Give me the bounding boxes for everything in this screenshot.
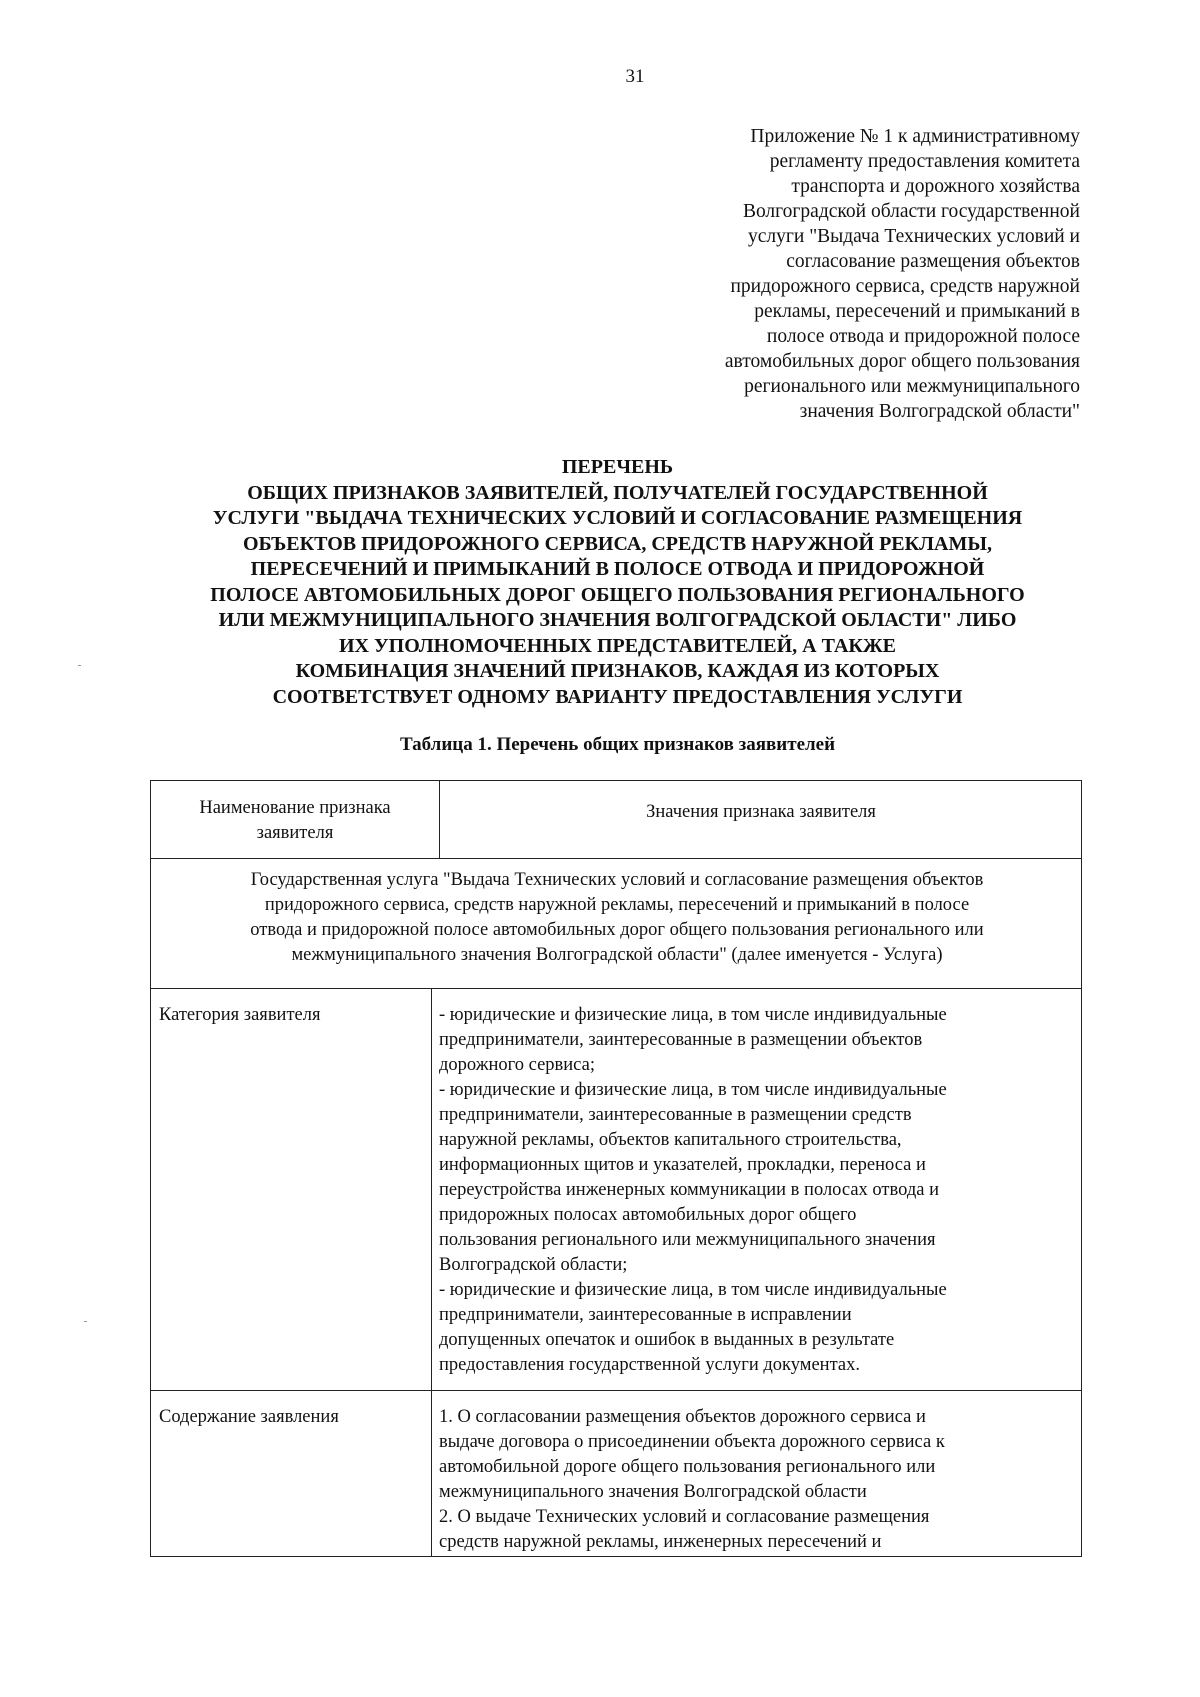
value-text-line: наружной рекламы, объектов капитального строительства, [439,1130,902,1150]
document-heading [150,455,1085,710]
value-text-line: предоставления государственной услуги документах. [439,1355,860,1375]
heading-line: ИЛИ МЕЖМУНИЦИПАЛЬНОГО ЗНАЧЕНИЯ ВОЛГОГРАДСКОЙ ОБЛАСТИ" ЛИБО [218,609,1017,631]
heading-line: ПЕРЕЧЕНЬ [561,456,674,478]
table-row-applicant-category [151,989,1081,1391]
value-text-line: средств наружной рекламы, инженерных пересечений и [439,1532,882,1552]
appendix-line: значения Волгоградской области" [799,401,1080,422]
heading-line: ОБЩИХ ПРИЗНАКОВ ЗАЯВИТЕЛЕЙ, ПОЛУЧАТЕЛЕЙ ГОСУДАРСТВЕННОЙ [247,481,988,504]
appendix-line: автомобильных дорог общего пользования [724,351,1080,372]
table-row-application-content [151,1391,1081,1557]
value-text-line: дорожного сервиса; [439,1055,595,1075]
heading-line: ПЕРЕСЕЧЕНИЙ И ПРИМЫКАНИЙ В ПОЛОСЕ ОТВОДА И ПРИДОРОЖНОЙ [250,558,985,580]
appendix-line: регионального или межмуниципального [744,376,1080,397]
scan-speck [78,665,81,666]
appendix-line: согласование размещения объектов [786,251,1080,272]
value-text-line: Волгоградской области; [439,1255,628,1275]
value-text-line: информационных щитов и указателей, прокладки, переноса и [439,1155,926,1175]
content-label [159,1405,427,1430]
appendix-line: придорожного сервиса, средств наружной [730,276,1080,297]
value-text-line: переустройства инженерных коммуникации в полосах отвода и [439,1180,939,1200]
header-feature-name [151,796,439,846]
service-text-line: Государственная услуга "Выдача Технических условий и согласование размещения объектов [250,870,984,890]
heading-line: ОБЪЕКТОВ ПРИДОРОЖНОГО СЕРВИСА, СРЕДСТВ НАРУЖНОЙ РЕКЛАМЫ, [242,532,993,555]
column-divider [431,989,432,1390]
header-feature-values [439,800,1083,825]
value-text-line: выдаче договора о присоединении объекта дорожного сервиса к [439,1432,945,1452]
header-text-line: заявителя [256,823,334,843]
table-caption: Таблица 1. Перечень общих признаков заявителей [399,734,836,755]
value-text-line: межмуниципального значения Волгоградской области [439,1482,867,1502]
heading-line: УСЛУГИ "ВЫДАЧА ТЕХНИЧЕСКИХ УСЛОВИЙ И СОГЛАСОВАНИЕ РАЗМЕЩЕНИЯ [212,507,1023,529]
service-text-line: придорожного сервиса, средств наружной рекламы, пересечений и примыканий в полосе [264,895,970,915]
value-text-line: допущенных опечаток и ошибок в выданных в результате [439,1330,895,1350]
value-text-line: - юридические и физические лица, в том числе индивидуальные [439,1280,947,1300]
appendix-line: регламенту предоставления комитета [769,151,1080,172]
content-values [439,1405,1079,1555]
value-text-line: 2. О выдаче Технических условий и согласование размещения [439,1507,930,1527]
appendix-line: транспорта и дорожного хозяйства [791,176,1080,197]
value-text-line: 1. О согласовании размещения объектов дорожного сервиса и [439,1407,926,1427]
appendix-line: Волгоградской области государственной [742,201,1080,222]
label-text: Содержание заявления [159,1407,339,1427]
heading-line: ИХ УПОЛНОМОЧЕННЫХ ПРЕДСТАВИТЕЛЕЙ, А ТАКЖЕ [338,634,897,657]
header-text-line: Значения признака заявителя [646,802,876,822]
value-text-line: предприниматели, заинтересованные в размещении средств [439,1105,912,1125]
heading-line: КОМБИНАЦИЯ ЗНАЧЕНИЙ ПРИЗНАКОВ, КАЖДАЯ ИЗ КОТОРЫХ [295,660,940,682]
value-text-line: автомобильной дороге общего пользования регионального или [439,1457,936,1477]
value-text-line: придорожных полосах автомобильных дорог общего [439,1205,857,1225]
appendix-line: полосе отвода и придорожной полосе [766,326,1080,347]
value-text-line: - юридические и физические лица, в том числе индивидуальные [439,1005,947,1025]
service-text-line: отвода и придорожной полосе автомобильных дорог общего пользования регионального или [250,920,984,940]
heading-line: СООТВЕТСТВУЕТ ОДНОМУ ВАРИАНТУ ПРЕДОСТАВЛЕНИЯ УСЛУГИ [272,685,963,708]
appendix-line: рекламы, пересечений и примыканий в [754,301,1080,322]
appendix-note [640,124,1080,424]
service-name-cell [151,868,1083,968]
appendix-line: Приложение № 1 к административному [750,126,1080,147]
category-values [439,1003,1079,1378]
value-text-line: предприниматели, заинтересованные в исправлении [439,1305,852,1325]
header-text-line: Наименование признака [199,798,391,818]
value-text-line: - юридические и физические лица, в том числе индивидуальные [439,1080,947,1100]
column-divider [431,1391,432,1557]
applicant-features-table [150,780,1082,1557]
table-header-row [151,781,1081,859]
category-label [159,1003,427,1028]
value-text-line: предприниматели, заинтересованные в размещении объектов [439,1030,923,1050]
heading-line: ПОЛОСЕ АВТОМОБИЛЬНЫХ ДОРОГ ОБЩЕГО ПОЛЬЗОВАНИЯ РЕГИОНАЛЬНОГО [210,583,1025,606]
appendix-line: услуги "Выдача Технических условий и [748,226,1080,247]
service-name-row [151,859,1081,989]
label-text: Категория заявителя [159,1005,321,1025]
value-text-line: пользования регионального или межмуниципального значения [439,1230,936,1250]
service-text-line: межмуниципального значения Волгоградской области" (далее именуется - Услуга) [291,945,943,965]
scan-speck [84,1321,87,1322]
page-number: 31 [625,66,645,87]
